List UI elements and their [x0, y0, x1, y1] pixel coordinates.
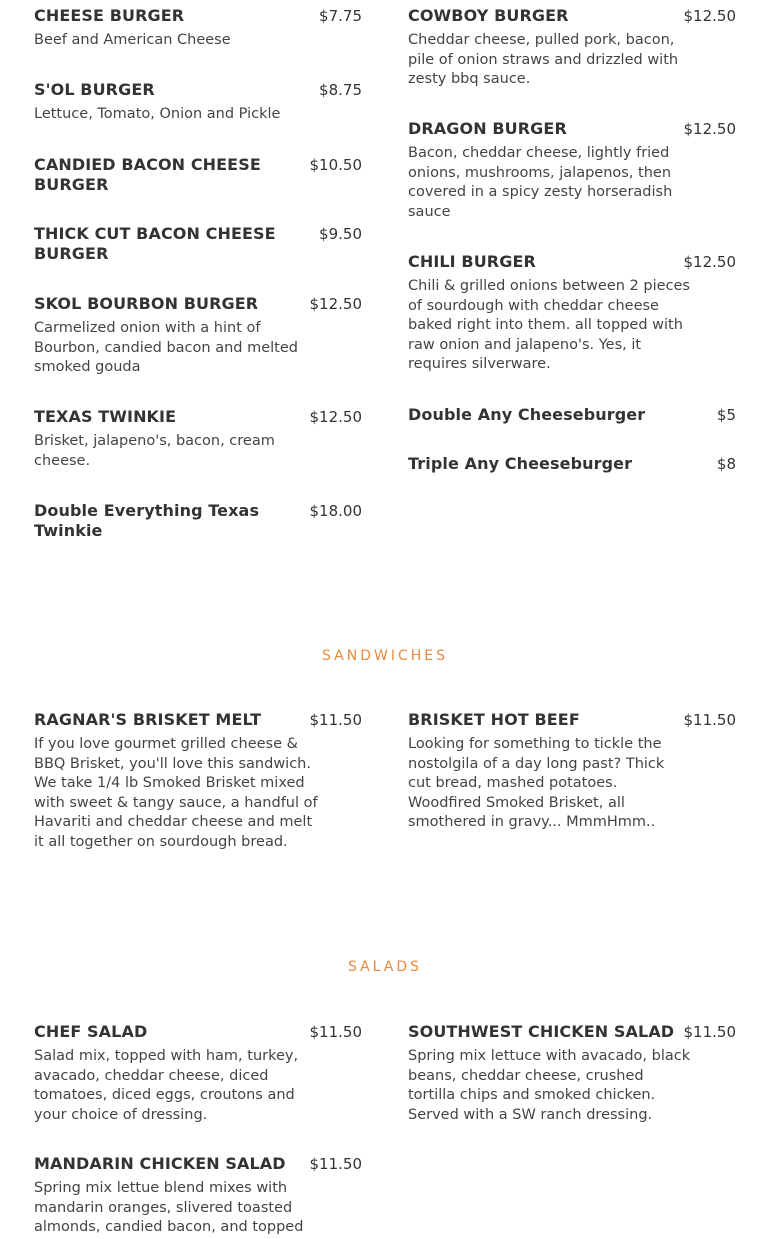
- item-price: $11.50: [683, 1023, 736, 1041]
- menu-item: [34, 6, 362, 51]
- menu-item: [34, 407, 362, 471]
- item-price: $10.50: [309, 156, 362, 174]
- menu-item: [34, 224, 362, 264]
- section-title-sandwiches: SANDWICHES: [322, 648, 448, 664]
- item-description: Cheddar cheese, pulled pork, bacon, pile of onion straws and drizzled with zesty bbq sauce.: [408, 32, 679, 87]
- menu-item: [408, 454, 736, 474]
- item-name: RAGNAR'S BRISKET MELT: [34, 710, 262, 729]
- menu-item: [408, 252, 736, 375]
- item-price: $11.50: [309, 1023, 362, 1041]
- item-description: Lettuce, Tomato, Onion and Pickle: [34, 106, 281, 122]
- item-name: SKOL BOURBON BURGER: [34, 294, 259, 313]
- item-price: $11.50: [683, 711, 736, 729]
- item-name: CHEESE BURGER: [34, 6, 185, 25]
- item-price: $8: [716, 455, 736, 473]
- item-description: Bacon, cheddar cheese, lightly fried onions, mushrooms, jalapenos, then covered in a spicy zesty horseradish sauce: [408, 145, 673, 220]
- item-description: If you love gourmet grilled cheese & BBQ Brisket, you'll love this sandwich. We take 1/4 lb Smoked Brisket mixed with sweet & tangy sauce, a handful of Havariti and cheddar cheese and melt it all together on sourdough bread.: [34, 736, 318, 850]
- item-name: CHILI BURGER: [408, 252, 536, 271]
- menu-item: [34, 155, 362, 195]
- item-price: $9.50: [319, 225, 362, 243]
- item-description: Brisket, jalapeno's, bacon, cream cheese.: [34, 433, 275, 469]
- item-price: $8.75: [319, 81, 362, 99]
- item-price: $11.50: [309, 1155, 362, 1173]
- menu-item: [34, 294, 362, 378]
- item-name: COWBOY BURGER: [408, 6, 569, 25]
- item-name: TEXAS TWINKIE: [34, 407, 177, 426]
- item-description: Chili & grilled onions between 2 pieces of sourdough with cheddar cheese baked right into them. all topped with raw onion and jalapeno's. Yes, it requires silverware.: [408, 278, 690, 372]
- item-price: $5: [716, 406, 736, 424]
- menu-item: [34, 501, 362, 541]
- item-description: Looking for something to tickle the nostolgila of a day long past? Thick cut bread, mashed potatoes. Woodfired Smoked Brisket, all smothered in gravy... MmmHmm..: [408, 736, 665, 830]
- menu-item: [408, 710, 736, 833]
- menu-item: [408, 1022, 736, 1125]
- menu-item: [34, 80, 362, 125]
- item-name: Triple Any Cheeseburger: [408, 454, 633, 473]
- item-price: $7.75: [319, 7, 362, 25]
- menu-item: [34, 1022, 362, 1125]
- menu-item: [408, 405, 736, 425]
- menu-item: [408, 119, 736, 222]
- item-name: BRISKET HOT BEEF: [408, 710, 580, 729]
- sandwiches-left-column: [34, 710, 362, 852]
- item-name: Double Any Cheeseburger: [408, 405, 646, 424]
- item-name: SOUTHWEST CHICKEN SALAD: [408, 1022, 675, 1041]
- item-name: CHEF SALAD: [34, 1022, 148, 1041]
- item-price: $12.50: [683, 120, 736, 138]
- item-price: $12.50: [683, 253, 736, 271]
- menu-item: [408, 6, 736, 90]
- section-title-salads: SALADS: [347, 959, 423, 975]
- item-name: CANDIED BACON CHEESE BURGER: [34, 155, 261, 194]
- item-description: Spring mix lettuce with avacado, black beans, cheddar cheese, crushed tortilla chips and smoked chicken. Served with a SW ranch dressing.: [408, 1048, 691, 1123]
- item-description: Spring mix lettue blend mixes with mandarin oranges, slivered toasted almonds, candied bacon, and topped: [34, 1180, 304, 1235]
- menu-item: [34, 710, 362, 852]
- item-description: Carmelized onion with a hint of Bourbon, candied bacon and melted smoked gouda: [34, 320, 298, 375]
- menu-item: [34, 1154, 362, 1238]
- item-price: $12.50: [683, 7, 736, 25]
- salads-right-column: [408, 1022, 736, 1125]
- sandwiches-right-column: [408, 710, 736, 833]
- item-description: Beef and American Cheese: [34, 32, 231, 48]
- item-price: $11.50: [309, 711, 362, 729]
- item-name: MANDARIN CHICKEN SALAD: [34, 1154, 286, 1173]
- item-price: $18.00: [309, 502, 362, 520]
- item-name: THICK CUT BACON CHEESE BURGER: [34, 224, 276, 263]
- item-name: DRAGON BURGER: [408, 119, 567, 138]
- item-description: Salad mix, topped with ham, turkey, avacado, cheddar cheese, diced tomatoes, diced eggs, croutons and your choice of dressing.: [34, 1048, 299, 1123]
- item-price: $12.50: [309, 408, 362, 426]
- item-price: $12.50: [309, 295, 362, 313]
- item-name: S'OL BURGER: [34, 80, 155, 99]
- item-name: Double Everything Texas Twinkie: [34, 501, 260, 540]
